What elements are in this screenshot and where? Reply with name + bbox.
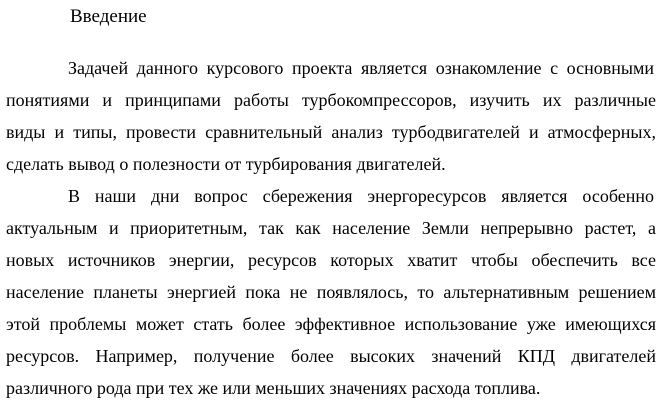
section-heading: Введение: [70, 6, 147, 27]
paragraph-2-line-4: население планеты энергией пока не появлялось, то альтернативным решением: [6, 282, 656, 302]
paragraph-1-line-3: виды и типы, провести сравнительный анализ турбодвигателей и атмосферных,: [6, 122, 656, 142]
paragraph-1: [0, 52, 666, 180]
paragraph-2-line-6: ресурсов. Например, получение более высоких значений КПД двигателей: [6, 346, 656, 366]
paragraph-1-line-2: понятиями и принципами работы турбокомпрессоров, изучить их различные: [6, 90, 656, 110]
paragraph-1-line-4: сделать вывод о полезности от турбирования двигателей.: [6, 154, 446, 174]
paragraph-2-line-7: различного рода при тех же или меньших значениях расхода топлива.: [6, 378, 541, 398]
paragraph-1-line-1: Задачей данного курсового проекта является ознакомление с основными: [68, 58, 654, 78]
paragraph-2-line-1: В наши дни вопрос сбережения энергоресурсов является особенно: [68, 186, 654, 206]
paragraph-2-line-2: актуальным и приоритетным, так как население Земли непрерывно растет, а: [6, 218, 656, 238]
paragraph-2-line-3: новых источников энергии, ресурсов которых хватит чтобы обеспечить все: [6, 250, 656, 270]
paragraph-2-line-5: этой проблемы может стать более эффективное использование уже имеющихся: [6, 314, 656, 334]
paragraph-2: [0, 180, 666, 404]
